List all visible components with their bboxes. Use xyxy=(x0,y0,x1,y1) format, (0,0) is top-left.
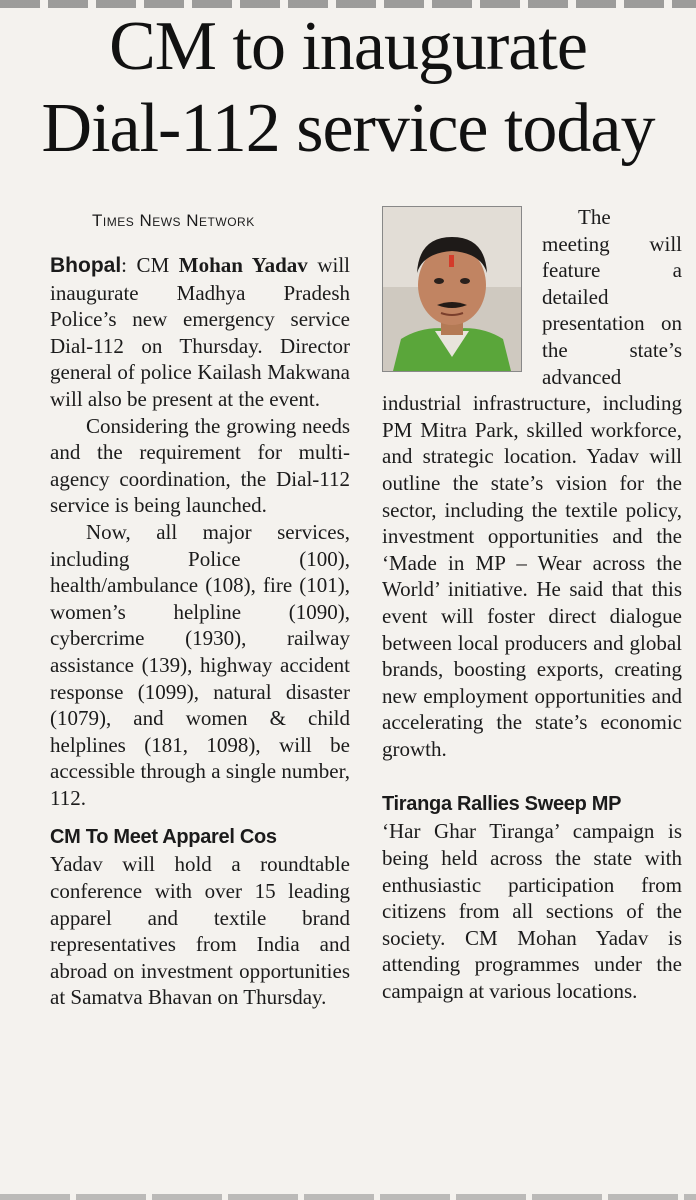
subhead-apparel: CM To Meet Apparel Cos xyxy=(50,826,277,849)
lead-connector: : CM xyxy=(121,253,179,277)
tiranga-paragraph-1: ‘Har Ghar Tiranga’ campaign is being held across the state with enthusiastic participation from citizens from all sections of the society. CM Mohan Yadav is attending programmes under the campaign at various locations. xyxy=(382,819,682,1004)
bottom-rule xyxy=(0,1194,696,1200)
left-column xyxy=(50,210,350,1011)
headline-line-1: CM to inaugurate xyxy=(109,8,587,85)
subhead-tiranga: Tiranga Rallies Sweep MP xyxy=(382,793,622,816)
headline-line-2: Dial-112 service today xyxy=(41,90,655,167)
lead-paragraph xyxy=(50,252,350,413)
headline xyxy=(0,6,696,170)
portrait-photo xyxy=(382,206,522,372)
dateline: Bhopal xyxy=(50,254,122,277)
apparel-paragraph-2: The meeting will feature a detailed presentation on the state’s advanced industrial infrastructure, including PM Mitra Park, skilled workforce, and strategic location. Yadav will outline the state’s vision for the sector, including the textile policy, investment opportunities and the ‘Made in MP – Wear across the World’ initiative. He said that this event will foster direct dialogue between local producers and global brands, boosting exports, creating new employment opportunities and accelerating the state’s economic growth. xyxy=(382,205,682,761)
right-column xyxy=(382,204,682,1005)
apparel-paragraph-1: Yadav will hold a roundtable conference with over 15 leading apparel and textile brand representatives from India and abroad on investment opportunities at Samatva Bhavan on Thursday. xyxy=(50,852,350,1010)
lead-rest: will inaugurate Madhya Pradesh Police’s new emergency service Dial-112 on Thursday. Director general of police Kailash Makwana will also be present at the event. xyxy=(50,253,351,411)
byline: Times News Network xyxy=(92,211,255,230)
portrait-image xyxy=(383,207,521,371)
person-name: Mohan Yadav xyxy=(178,253,308,277)
paragraph-2: Considering the growing needs and the requirement for multi-agency coordination, the Dial-112 service is being launched. xyxy=(50,413,350,518)
paragraph-3: Now, all major services, including Police (100), health/ambulance (108), fire (101), women’s helpline (1090), cybercrime (1930), railway assistance (139), highway accident response (1099), natural disaster (1079), and women & child helplines (181, 1098), will be accessible through a single number, 112. xyxy=(50,519,350,810)
